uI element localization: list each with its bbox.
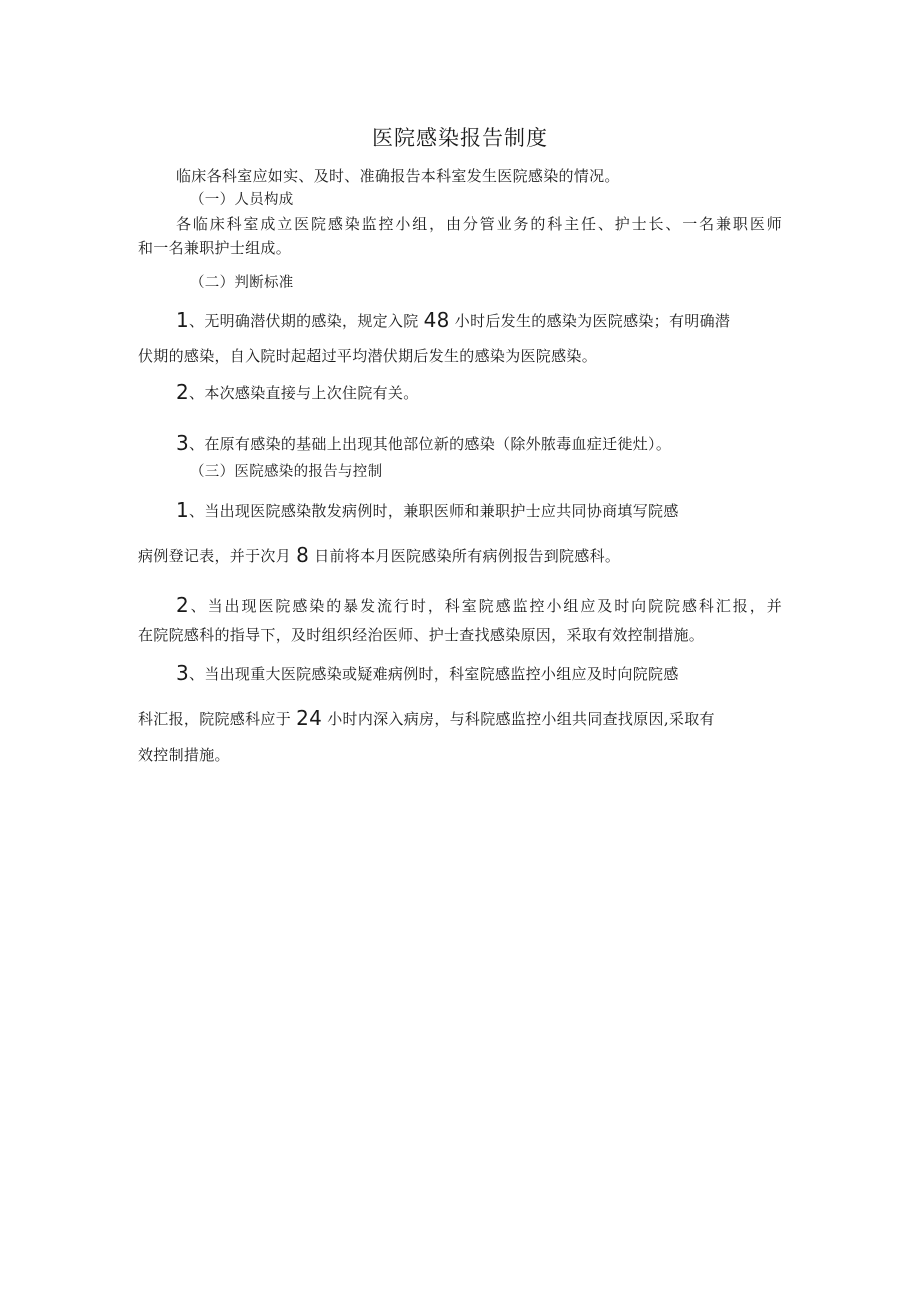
item-text: 日前将本月医院感染所有病例报告到院感科。	[314, 547, 621, 565]
document-title: 医院感染报告制度	[372, 126, 548, 150]
hours-value: 24	[296, 706, 323, 730]
section2-item1-line2: 伏期的感染，自入院时起超过平均潜伏期后发生的感染为医院感染。	[138, 347, 598, 365]
item-text: 、当出现医院感染的暴发流行时，科室院感监控小组应及时向院院感科汇报，并	[189, 597, 782, 615]
day-value: 8	[296, 543, 310, 567]
section3-heading: （三）医院感染的报告与控制	[190, 464, 383, 480]
item-text: 、本次感染直接与上次住院有关。	[189, 384, 419, 402]
section1-body-line1: 各临床科室成立医院感染监控小组，由分管业务的科主任、护士长、一名兼职医师	[176, 215, 782, 233]
item-number: 1	[176, 498, 190, 522]
intro-paragraph: 临床各科室应如实、及时、准确报告本科室发生医院感染的情况。	[176, 167, 620, 185]
section2-item1-line1	[176, 310, 782, 331]
item-text: 科汇报，院院感科应于	[138, 710, 292, 728]
section2-item3	[176, 433, 671, 454]
item-number: 1	[176, 308, 190, 332]
item-number: 2	[176, 380, 190, 404]
item-number: 3	[176, 431, 190, 455]
section3-item3-line1	[176, 663, 679, 684]
section3-item3-line3: 效控制措施。	[138, 746, 230, 764]
item-text: 、在原有感染的基础上出现其他部位新的感染（除外脓毒血症迁徙灶）。	[189, 435, 672, 453]
section2-item2	[176, 382, 419, 403]
hours-value: 48	[423, 308, 450, 332]
item-number: 2	[176, 593, 190, 617]
section1-body-line2: 和一名兼职护士组成。	[138, 239, 292, 257]
section3-item3-line2	[138, 708, 715, 729]
item-text: 、当出现重大医院感染或疑难病例时，科室院感监控小组应及时向院院感	[189, 665, 679, 683]
item-text: 、无明确潜伏期的感染，规定入院	[189, 312, 419, 330]
section2-heading: （二）判断标准	[190, 275, 294, 291]
section3-item2-line2: 在院院感科的指导下，及时组织经治医师、护士查找感染原因，采取有效控制措施。	[138, 626, 705, 644]
item-text: 小时内深入病房，与科院感监控小组共同查找原因,采取有	[327, 710, 715, 728]
section1-heading: （一）人员构成	[190, 192, 294, 208]
item-text: 病例登记表，并于次月	[138, 547, 292, 565]
section3-item2-line1	[176, 595, 782, 616]
item-text: 、当出现医院感染散发病例时，兼职医师和兼职护士应共同协商填写院感	[189, 502, 679, 520]
item-text: 小时后发生的感染为医院感染；有明确潜	[454, 312, 731, 330]
section3-item1-line2	[138, 545, 620, 566]
section3-item1-line1	[176, 500, 679, 521]
item-number: 3	[176, 661, 190, 685]
